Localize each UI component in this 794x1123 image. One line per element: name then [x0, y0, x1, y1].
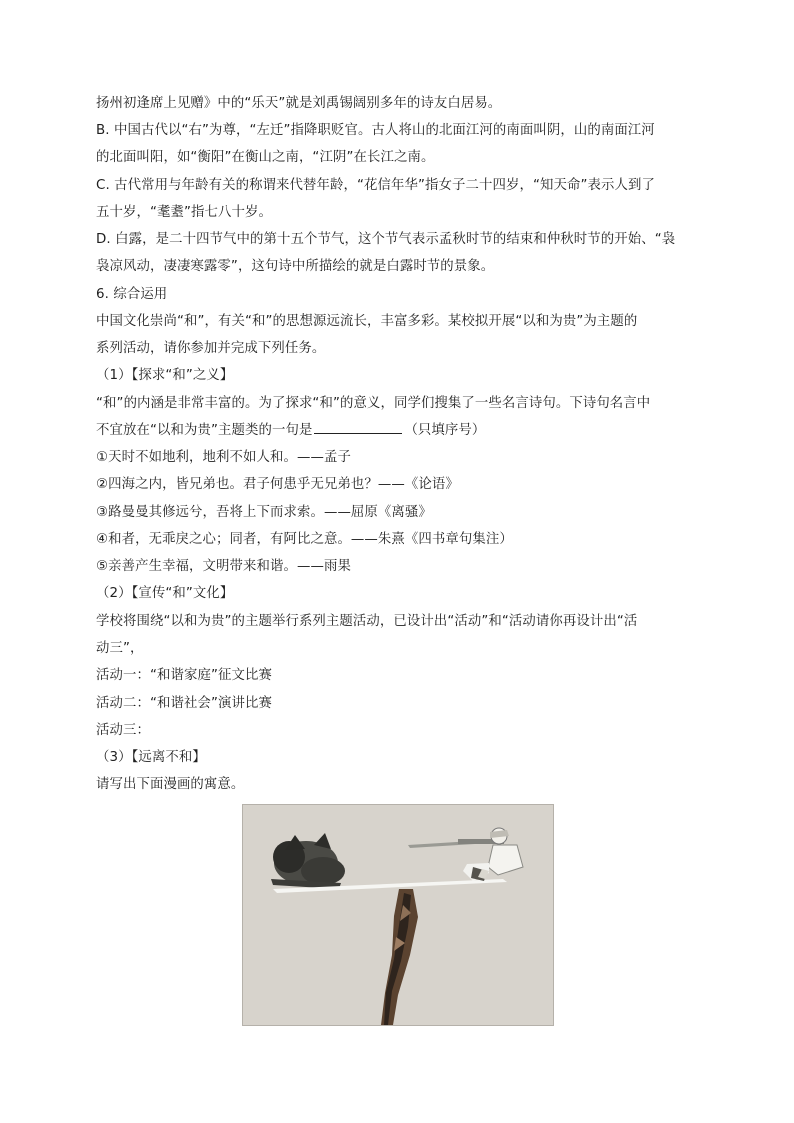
intro-line-2: 系列活动，请你参加并完成下列任务。	[96, 341, 326, 356]
subquestion-1-heading: （1）【探求“和”之义】	[96, 368, 234, 383]
question-6-heading: 6. 综合运用	[96, 287, 168, 302]
subquestion-2-text-1: 学校将围绕“以和为贵”的主题举行系列主题活动，已设计出“活动”和“活动请你再设计出“活	[96, 614, 638, 629]
intro-line-1: 中国文化崇尚“和”，有关“和”的思想源远流长，丰富多彩。某校拟开展“以和为贵”为主题的	[96, 314, 638, 329]
subquestion-2-heading: （2）【宣传“和”文化】	[96, 586, 234, 601]
activity-1: 活动一：“和谐家庭”征文比赛	[96, 668, 272, 683]
subquestion-1-prompt: 不宜放在“以和为贵”主题类的一句是	[96, 423, 313, 438]
activity-3: 活动三：	[96, 723, 150, 738]
subquestion-2-text-2: 动三”，	[96, 641, 144, 656]
subquestion-3-heading: （3）【远离不和】	[96, 750, 206, 765]
text-line-1: 扬州初逢席上见赠》中的“乐天”就是刘禹锡阔别多年的诗友白居易。	[96, 96, 502, 111]
option-c-line-1: C. 古代常用与年龄有关的称谓来代替年龄，“花信年华”指女子二十四岁，“知天命”表示人到了	[96, 178, 655, 193]
subquestion-3-text: 请写出下面漫画的寓意。	[96, 777, 245, 792]
quote-3: ③路曼曼其修远兮，吾将上下而求索。——屈原《离骚》	[96, 505, 432, 520]
option-d-line-2: 袅凉风动，凄凄寒露零”，这句诗中所描绘的就是白露时节的景象。	[96, 259, 495, 274]
cartoon-drawing	[243, 805, 553, 1025]
activity-2: 活动二：“和谐社会”演讲比赛	[96, 696, 272, 711]
cartoon-image	[242, 804, 554, 1026]
quote-2: ②四海之内，皆兄弟也。君子何患乎无兄弟也？——《论语》	[96, 477, 459, 492]
quote-5: ⑤亲善产生幸福，文明带来和谐。——雨果	[96, 559, 351, 574]
answer-blank[interactable]	[314, 421, 402, 434]
subquestion-1-text-2	[96, 421, 702, 441]
quote-4: ④和者，无乖戾之心；同者，有阿比之意。——朱熹《四书章句集注）	[96, 532, 513, 547]
subquestion-1-hint: （只填序号）	[404, 423, 486, 438]
option-c-line-2: 五十岁，“耄耋”指七八十岁。	[96, 205, 272, 220]
quote-1: ①天时不如地利，地利不如人和。——孟子	[96, 450, 351, 465]
option-d-line-1: D. 白露，是二十四节气中的第十五个节气，这个节气表示孟秋时节的结束和仲秋时节的开始、“袅	[96, 232, 676, 247]
subquestion-1-text-1: “和”的内涵是非常丰富的。为了探求“和”的意义，同学们搜集了一些名言诗句。下诗句名言中	[96, 396, 651, 411]
option-b-line-1: B. 中国古代以“右”为尊，“左迁”指降职贬官。古人将山的北面江河的南面叫阴，山的南面江河	[96, 123, 655, 138]
option-b-line-2: 的北面叫阳，如“衡阳”在衡山之南，“江阴”在长江之南。	[96, 150, 435, 165]
